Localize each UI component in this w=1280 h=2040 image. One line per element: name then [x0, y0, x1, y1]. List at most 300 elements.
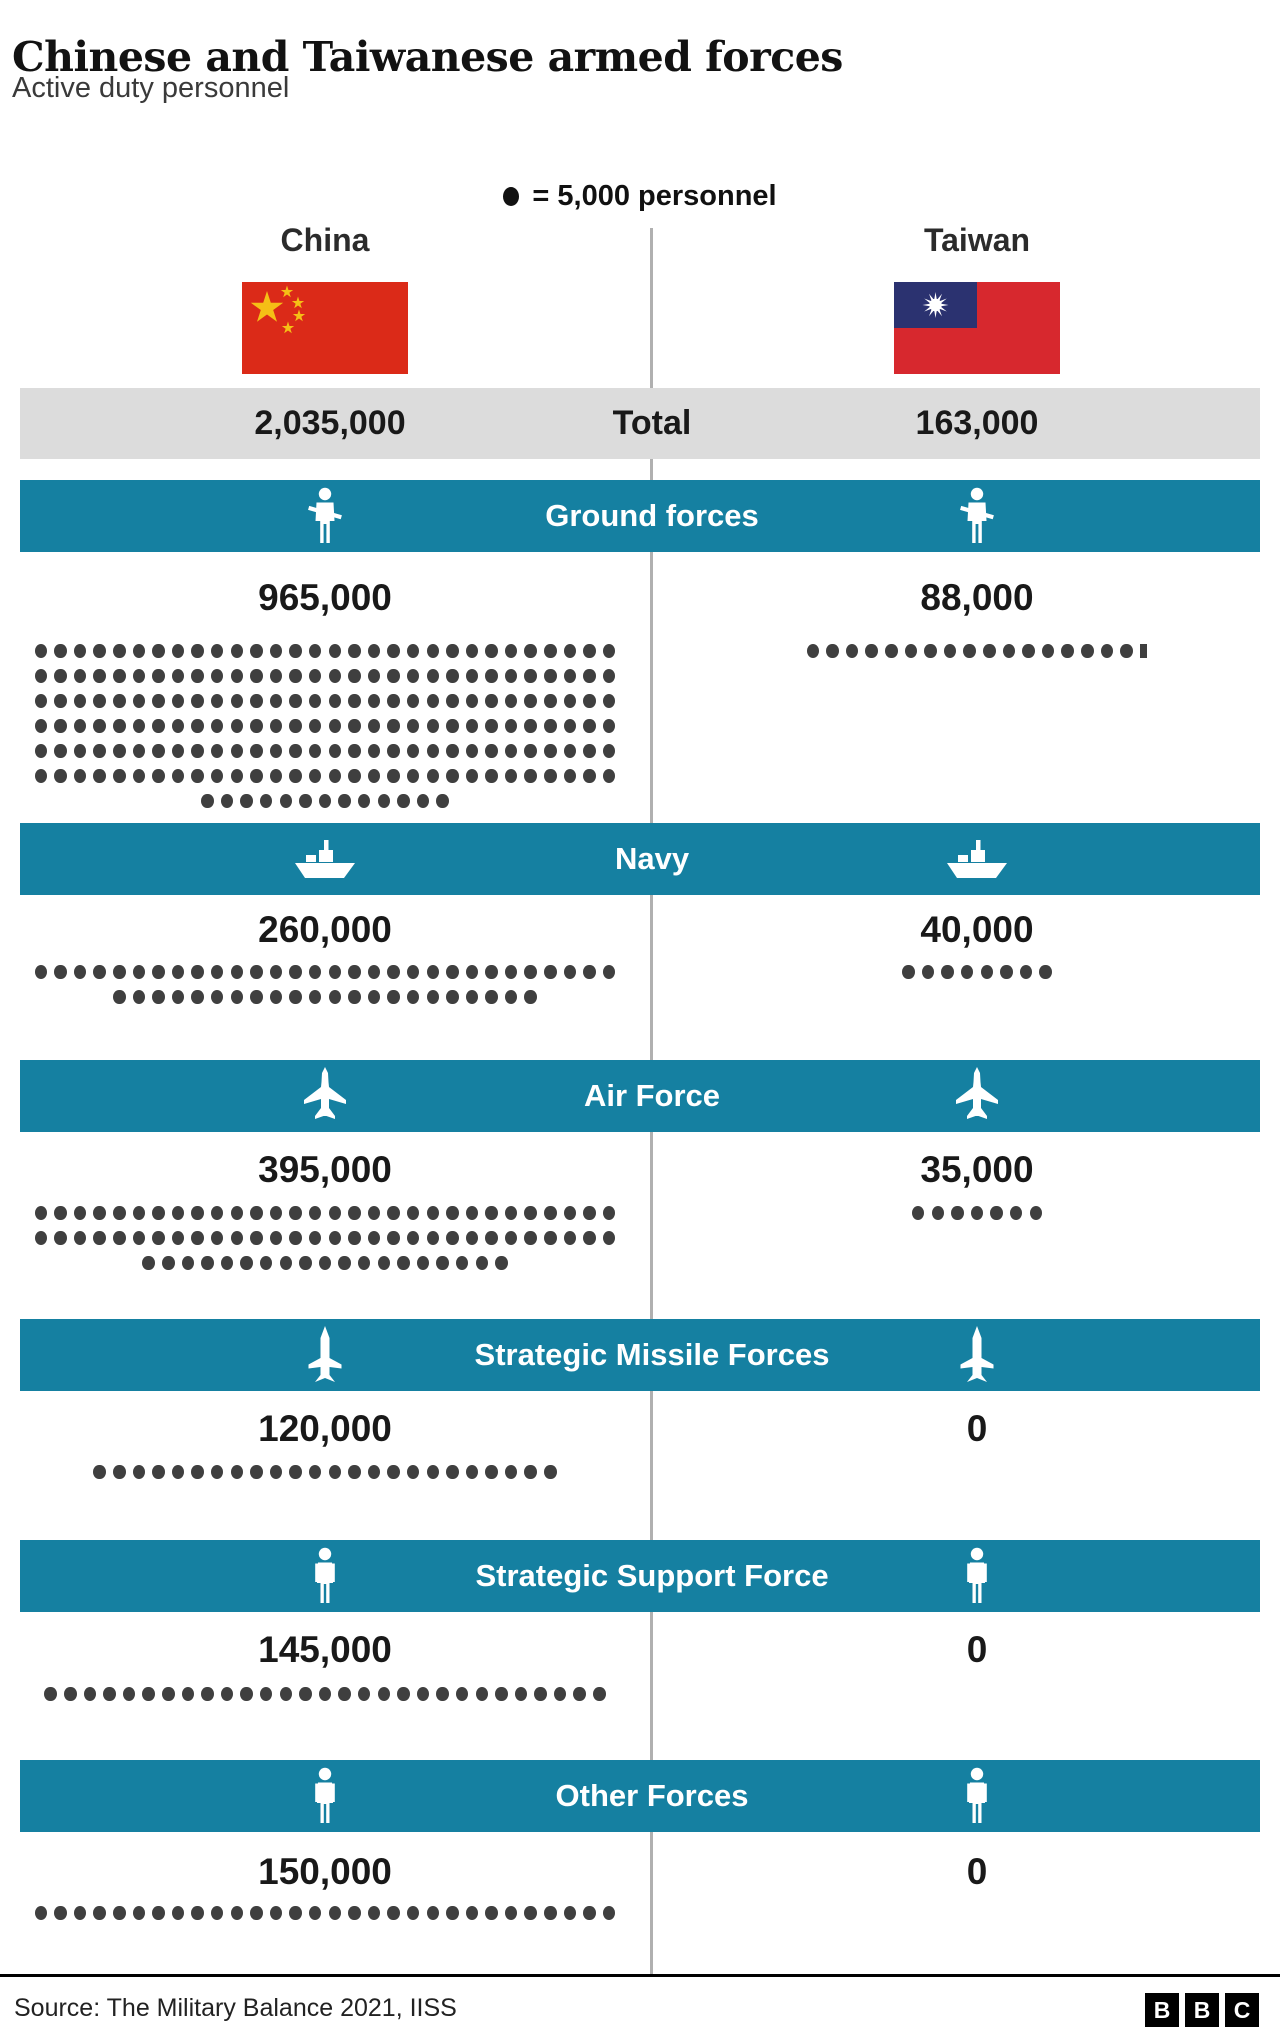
dot: [407, 990, 420, 1005]
section-header-navy: [20, 823, 1260, 895]
dot: [201, 794, 214, 809]
dot: [172, 719, 185, 734]
bbc-logo-letter: B: [1185, 1993, 1219, 2027]
dot: [54, 719, 67, 734]
soldier-icon: [957, 487, 997, 545]
dot: [524, 965, 537, 980]
dot: [270, 1231, 283, 1246]
dot: [191, 990, 204, 1005]
dot: [417, 794, 430, 809]
dot: [270, 1465, 283, 1480]
dot: [387, 1906, 400, 1921]
dot: [583, 744, 596, 759]
dot: [54, 644, 67, 659]
dot: [35, 1206, 48, 1221]
dot: [436, 1256, 449, 1271]
dot: [201, 1256, 214, 1271]
dot: [133, 1206, 146, 1221]
dot-row: [5, 664, 645, 689]
dot: [270, 644, 283, 659]
chart-title: Chinese and Taiwanese armed forces: [12, 33, 843, 82]
dot: [387, 990, 400, 1005]
dot: [476, 1256, 489, 1271]
total-row: [20, 388, 1260, 459]
dot: [466, 965, 479, 980]
taiwan-dot-grid: [657, 1201, 1280, 1226]
dot: [544, 744, 557, 759]
dot: [231, 644, 244, 659]
dot: [54, 744, 67, 759]
dot: [603, 965, 616, 980]
dot: [113, 965, 126, 980]
dot: [280, 1256, 293, 1271]
dot: [172, 1906, 185, 1921]
china-value-air-force: 395,000: [258, 1149, 392, 1190]
partial-dot: [1140, 644, 1148, 659]
dot: [466, 1231, 479, 1246]
dot: [407, 965, 420, 980]
dot: [407, 694, 420, 709]
dot: [35, 744, 48, 759]
dot: [466, 1465, 479, 1480]
dot: [74, 669, 87, 684]
taiwan-value-other-forces: 0: [966, 1851, 988, 1892]
dot: [240, 794, 253, 809]
dot: [427, 1231, 440, 1246]
dot: [348, 769, 361, 784]
dot-row: [657, 1201, 1280, 1226]
section-header-air-force: [20, 1060, 1260, 1132]
dot: [407, 744, 420, 759]
dot: [505, 769, 518, 784]
missile-icon: [957, 1325, 997, 1385]
soldier-icon: [305, 487, 345, 545]
dot: [250, 719, 263, 734]
dot: [299, 1256, 312, 1271]
dot: [466, 990, 479, 1005]
dot: [309, 1906, 322, 1921]
dot: [113, 694, 126, 709]
dot: [485, 744, 498, 759]
dot: [963, 644, 976, 659]
dot: [84, 1687, 97, 1702]
dot: [299, 794, 312, 809]
dot: [250, 990, 263, 1005]
dot: [1081, 644, 1094, 659]
dot: [1061, 644, 1074, 659]
dot: [54, 1231, 67, 1246]
dot: [309, 644, 322, 659]
column-label-taiwan: Taiwan: [923, 222, 1031, 258]
dot: [250, 694, 263, 709]
dot: [182, 1687, 195, 1702]
dot: [211, 1906, 224, 1921]
dot: [603, 744, 616, 759]
dot: [211, 719, 224, 734]
dot: [309, 669, 322, 684]
dot: [456, 1687, 469, 1702]
dot: [172, 1231, 185, 1246]
dot-row: [5, 1226, 645, 1251]
dot: [299, 1687, 312, 1702]
section-title-air-force: Air Force: [583, 1078, 721, 1113]
dot: [289, 1206, 302, 1221]
section-header-other-forces: [20, 1760, 1260, 1832]
dot: [495, 1687, 508, 1702]
dot: [368, 965, 381, 980]
dot: [603, 769, 616, 784]
dot: [387, 719, 400, 734]
dot: [387, 1206, 400, 1221]
dot: [466, 669, 479, 684]
dot: [348, 1465, 361, 1480]
dot: [44, 1687, 57, 1702]
dot: [932, 1206, 945, 1221]
taiwan-dot-grid: [657, 960, 1280, 985]
dot: [407, 1231, 420, 1246]
legend-text: = 5,000 personnel: [532, 180, 777, 212]
dot: [573, 1687, 586, 1702]
dot-row: [5, 1460, 645, 1485]
dot: [260, 1256, 273, 1271]
dot: [515, 1687, 528, 1702]
dot: [172, 769, 185, 784]
dot-row: [5, 1251, 645, 1276]
dot: [348, 965, 361, 980]
dot: [152, 990, 165, 1005]
dot: [113, 1206, 126, 1221]
dot: [378, 1687, 391, 1702]
dot: [329, 769, 342, 784]
dot: [113, 990, 126, 1005]
dot-row: [657, 960, 1280, 985]
dot: [1101, 644, 1114, 659]
dot: [133, 669, 146, 684]
dot: [329, 965, 342, 980]
dot: [152, 1206, 165, 1221]
dot: [211, 965, 224, 980]
china-dot-grid: [5, 1460, 645, 1485]
dot: [211, 744, 224, 759]
dot: [133, 1231, 146, 1246]
dot: [309, 990, 322, 1005]
dot: [358, 1256, 371, 1271]
dot: [466, 769, 479, 784]
dot: [191, 1465, 204, 1480]
dot: [250, 1906, 263, 1921]
dot: [554, 1687, 567, 1702]
section-header-strategic-missile-forces: [20, 1319, 1260, 1391]
dot: [133, 990, 146, 1005]
dot: [971, 1206, 984, 1221]
dot: [348, 694, 361, 709]
dot: [485, 719, 498, 734]
dot: [368, 769, 381, 784]
dot: [358, 1687, 371, 1702]
dot: [564, 719, 577, 734]
dot: [231, 1465, 244, 1480]
dot: [93, 669, 106, 684]
footer-divider: [0, 1974, 1280, 1977]
taiwan-value-air-force: 35,000: [920, 1149, 1034, 1190]
dot: [358, 794, 371, 809]
dot: [329, 1906, 342, 1921]
dot: [1030, 1206, 1043, 1221]
dot: [466, 694, 479, 709]
dot: [485, 769, 498, 784]
dot: [191, 644, 204, 659]
total-taiwan-value: 163,000: [915, 404, 1039, 442]
dot: [564, 965, 577, 980]
person-icon: [306, 1547, 344, 1605]
dot: [280, 1687, 293, 1702]
dot: [544, 1906, 557, 1921]
dot: [211, 769, 224, 784]
bbc-logo-letter: B: [1145, 1993, 1179, 2027]
dot: [221, 1687, 234, 1702]
dot: [211, 694, 224, 709]
dot: [348, 669, 361, 684]
dot: [182, 1256, 195, 1271]
dot: [270, 1906, 283, 1921]
person-icon: [958, 1547, 996, 1605]
dot: [250, 1465, 263, 1480]
person-icon: [306, 1767, 344, 1825]
dot: [93, 965, 106, 980]
dot: [407, 719, 420, 734]
dot: [309, 694, 322, 709]
dot: [152, 694, 165, 709]
dot: [93, 644, 106, 659]
dot-row: [5, 789, 645, 814]
dot: [603, 1231, 616, 1246]
person-icon: [958, 1767, 996, 1825]
dot: [221, 1256, 234, 1271]
dot: [505, 1465, 518, 1480]
dot: [250, 769, 263, 784]
dot: [74, 719, 87, 734]
dot: [250, 1231, 263, 1246]
dot: [544, 644, 557, 659]
dot: [329, 719, 342, 734]
dot: [378, 794, 391, 809]
dot: [407, 769, 420, 784]
dot: [427, 965, 440, 980]
china-dot-grid: [5, 960, 645, 1010]
china-value-ground-forces: 965,000: [258, 577, 392, 618]
dot: [113, 769, 126, 784]
dot: [211, 1465, 224, 1480]
dot: [466, 1906, 479, 1921]
dot: [1020, 965, 1033, 980]
dot: [289, 719, 302, 734]
dot: [524, 669, 537, 684]
dot: [387, 1465, 400, 1480]
bbc-logo: [1145, 1993, 1259, 2027]
dot: [231, 669, 244, 684]
dot: [329, 1231, 342, 1246]
dot: [387, 694, 400, 709]
section-title-ground-forces: Ground forces: [545, 498, 759, 533]
dot: [446, 965, 459, 980]
dot: [133, 1906, 146, 1921]
dot: [35, 769, 48, 784]
dot: [583, 1906, 596, 1921]
dot: [1120, 644, 1133, 659]
dot: [368, 1206, 381, 1221]
dot: [348, 744, 361, 759]
dot: [240, 1256, 253, 1271]
dot: [231, 744, 244, 759]
dot: [152, 644, 165, 659]
dot: [446, 669, 459, 684]
dot: [505, 1206, 518, 1221]
missile-icon: [305, 1325, 345, 1385]
dot: [485, 669, 498, 684]
dot: [172, 990, 185, 1005]
dot: [113, 1906, 126, 1921]
dot: [338, 1687, 351, 1702]
dot: [427, 1906, 440, 1921]
dot: [485, 990, 498, 1005]
dot: [427, 1206, 440, 1221]
dot: [583, 719, 596, 734]
dot: [505, 744, 518, 759]
dot: [191, 694, 204, 709]
dot: [172, 669, 185, 684]
dot: [64, 1687, 77, 1702]
dot: [152, 744, 165, 759]
dot: [231, 990, 244, 1005]
ship-icon: [946, 836, 1008, 882]
dot: [35, 669, 48, 684]
dot: [427, 644, 440, 659]
dot-row: [5, 985, 645, 1010]
dot: [113, 669, 126, 684]
dot: [544, 769, 557, 784]
dot: [485, 644, 498, 659]
dot: [583, 644, 596, 659]
dot: [446, 1465, 459, 1480]
dot: [54, 1206, 67, 1221]
dot: [289, 744, 302, 759]
dot: [368, 644, 381, 659]
dot: [329, 1465, 342, 1480]
dot: [387, 669, 400, 684]
dot: [524, 1231, 537, 1246]
section-header-strategic-support-force: [20, 1540, 1260, 1612]
dot: [436, 794, 449, 809]
dot: [427, 694, 440, 709]
dot: [74, 744, 87, 759]
dot: [270, 965, 283, 980]
dot: [924, 644, 937, 659]
dot: [427, 669, 440, 684]
dot: [544, 1465, 557, 1480]
dot: [846, 644, 859, 659]
dot: [231, 1906, 244, 1921]
dot: [407, 1206, 420, 1221]
dot: [885, 644, 898, 659]
dot: [564, 1906, 577, 1921]
jet-icon: [954, 1066, 1000, 1126]
dot: [348, 1906, 361, 1921]
dot: [133, 719, 146, 734]
dot: [338, 794, 351, 809]
dot: [152, 719, 165, 734]
dot: [603, 669, 616, 684]
dot: [368, 990, 381, 1005]
taiwan-value-strategic-missile-forces: 0: [966, 1408, 988, 1449]
dot: [35, 965, 48, 980]
dot-row: [5, 1901, 645, 1926]
dot: [407, 1465, 420, 1480]
dot: [348, 1231, 361, 1246]
dot: [309, 769, 322, 784]
dot: [54, 694, 67, 709]
dot: [191, 965, 204, 980]
taiwan-dot-grid: [657, 639, 1280, 664]
section-title-strategic-missile-forces: Strategic Missile Forces: [474, 1337, 830, 1372]
dot: [162, 1256, 175, 1271]
dot: [951, 1206, 964, 1221]
dot: [603, 719, 616, 734]
dot: [231, 694, 244, 709]
taiwan-value-strategic-support-force: 0: [966, 1629, 988, 1670]
dot: [583, 1231, 596, 1246]
dot: [93, 1906, 106, 1921]
dot: [133, 694, 146, 709]
dot: [505, 719, 518, 734]
dot: [289, 1231, 302, 1246]
taiwan-value-navy: 40,000: [920, 909, 1034, 950]
section-title-navy: Navy: [614, 841, 690, 876]
dot: [427, 1465, 440, 1480]
dot: [54, 769, 67, 784]
dot: [476, 1687, 489, 1702]
dot: [564, 744, 577, 759]
dot: [93, 744, 106, 759]
dot: [407, 669, 420, 684]
dot: [191, 669, 204, 684]
dot: [583, 669, 596, 684]
chart-subtitle: Active duty personnel: [12, 72, 290, 104]
dot: [427, 990, 440, 1005]
dot: [524, 1206, 537, 1221]
dot: [905, 644, 918, 659]
china-dot-grid: [5, 1201, 645, 1276]
dot: [446, 1231, 459, 1246]
dot: [270, 990, 283, 1005]
dot: [524, 769, 537, 784]
dot: [505, 644, 518, 659]
dot: [368, 1906, 381, 1921]
dot: [524, 1906, 537, 1921]
dot: [961, 965, 974, 980]
dot: [603, 644, 616, 659]
dot: [191, 1206, 204, 1221]
dot: [466, 1206, 479, 1221]
dot: [485, 1465, 498, 1480]
dot: [466, 744, 479, 759]
dot: [583, 1206, 596, 1221]
dot: [133, 644, 146, 659]
china-dot-grid: [5, 1901, 645, 1926]
dot: [93, 719, 106, 734]
dot: [807, 644, 820, 659]
dot: [240, 1687, 253, 1702]
dot: [564, 644, 577, 659]
